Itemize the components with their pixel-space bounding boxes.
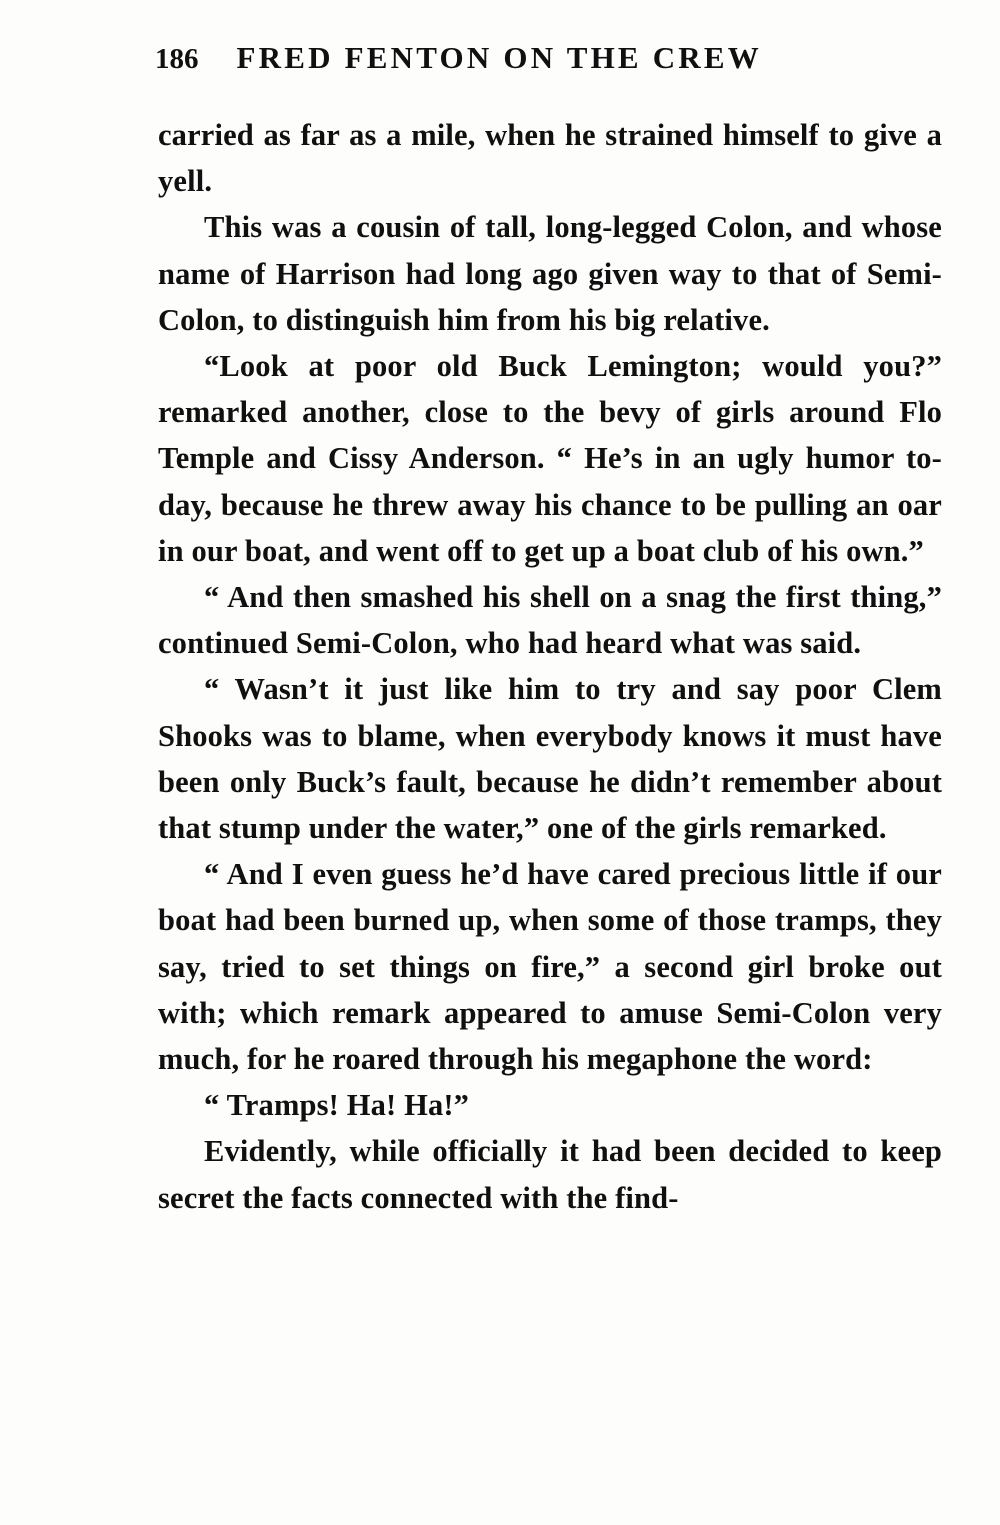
running-title: FRED FENTON ON THE CREW [236, 40, 762, 75]
paragraph: This was a cousin of tall, long-legged Colon, and whose name of Harrison had long ago given way to that of Semi-Colon, to distinguish him from his big relative. [158, 210, 942, 337]
paragraph: “Look at poor old Buck Lemington; would you?” remarked another, close to the bevy of girls around Flo Temple and Cissy Anderson. “ He’s in an ugly humor to-day, because he threw away his chance to be pulling an oar in our boat, and went off to get up a boat club of his own.” [158, 349, 942, 568]
page-number: 186 [155, 43, 199, 75]
paragraph: “ Tramps! Ha! Ha!” [204, 1088, 470, 1123]
paragraph: carried as far as a mile, when he strained himself to give a yell. [158, 118, 942, 199]
paragraph: “ And then smashed his shell on a snag the first thing,” continued Semi-Colon, who had heard what was said. [158, 580, 942, 661]
page-body [158, 112, 942, 1221]
paragraph: “ And I even guess he’d have cared precious little if our boat had been burned up, when some of those tramps, they say, tried to set things on fire,” a second girl broke out with; which remark appeared to amuse Semi-Colon very much, for he roared through his megaphone the word: [158, 857, 942, 1077]
page-header [155, 40, 855, 76]
paragraph: Evidently, while officially it had been decided to keep secret the facts connected with the find- [158, 1134, 942, 1215]
paragraph: “ Wasn’t it just like him to try and say poor Clem Shooks was to blame, when everybody knows it must have been only Buck’s fault, because he didn’t remember about that stump under the water,” one of the girls remarked. [158, 672, 942, 846]
